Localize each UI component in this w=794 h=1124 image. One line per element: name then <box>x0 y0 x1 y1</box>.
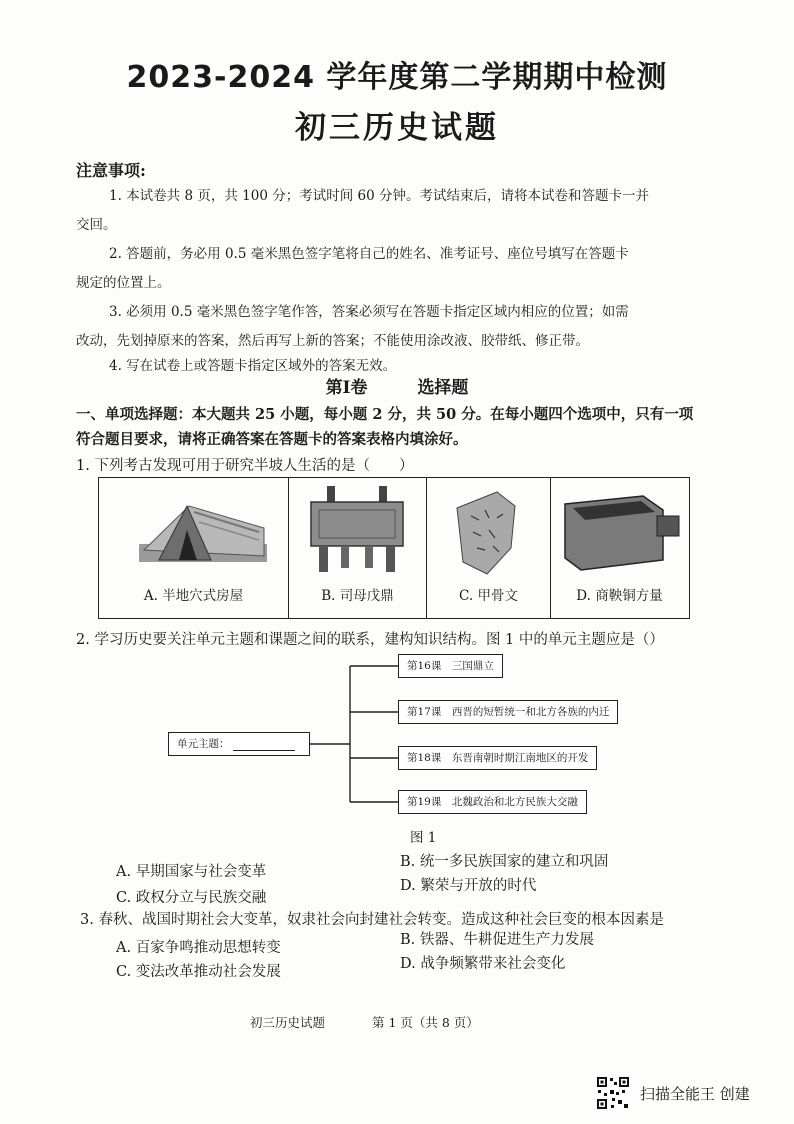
lesson-18-box: 第18课 东晋南朝时期江南地区的开发 <box>398 746 597 770</box>
q2-option-c: C. 政权分立与民族交融 <box>116 890 267 906</box>
q1-option-c: C. 甲骨文 <box>459 588 518 604</box>
q1-option-d: D. 商鞅铜方量 <box>576 588 663 604</box>
q1-option-a-cell <box>99 478 289 618</box>
q1-option-b: B. 司母戊鼎 <box>321 588 394 604</box>
q2-option-a: A. 早期国家与社会变革 <box>116 864 267 880</box>
q2-option-d: D. 繁荣与开放的时代 <box>400 878 537 894</box>
q1-option-d-cell <box>551 478 688 618</box>
notice-item-3: 3. 必须用 0.5 毫米黑色签字笔作答，答案必须写在答题卡指定区域内相应的位置；如需 改动，先划掉原来的答案，然后再写上新的答案；不能使用涂改液、胶带纸、修正带。 <box>76 304 629 349</box>
unit-theme-box <box>168 732 310 756</box>
section-part: 第Ⅰ卷 <box>325 378 368 398</box>
notice-item-1: 1. 本试卷共 8 页，共 100 分；考试时间 60 分钟。考试结束后，请将本试卷和答题卡一并 交回。 <box>76 188 649 233</box>
section-name: 选择题 <box>417 378 469 398</box>
page-number: 第 1 页（共 8 页） <box>372 1015 479 1030</box>
exam-title: 2023-2024 学年度第二学期期中检测 <box>126 60 668 95</box>
q1-stem: 1. 下列考古发现可用于研究半坡人生活的是（ ） <box>76 458 414 474</box>
q2-option-b: B. 统一多民族国家的建立和巩固 <box>400 854 609 870</box>
section-heading <box>0 373 794 398</box>
q2-stem: 2. 学习历史要关注单元主题和课题之间的联系，建构知识结构。图 1 中的单元主题应是（） <box>76 632 664 648</box>
footer-title: 初三历史试题 <box>250 1015 326 1030</box>
lesson-16-box: 第16课 三国鼎立 <box>398 654 503 678</box>
unit-theme-blank <box>233 738 295 751</box>
q3-option-b: B. 铁器、牛耕促进生产力发展 <box>400 932 594 948</box>
q3-option-d: D. 战争频繁带来社会变化 <box>400 956 566 972</box>
q1-option-a: A. 半地穴式房屋 <box>143 588 244 604</box>
notice-heading: 注意事项: <box>76 161 146 180</box>
instruction: 一、单项选择题：本大题共 25 小题，每小题 2 分，共 50 分。在每小题四个选项中，只有一项 符合题目要求，请将正确答案在答题卡的答案表格内填涂好。 <box>76 406 694 448</box>
lesson-17-box: 第17课 西晋的短暂统一和北方各族的内迁 <box>398 700 618 724</box>
q1-image-table <box>98 477 690 619</box>
q2-diagram <box>160 650 700 820</box>
q3-option-c: C. 变法改革推动社会发展 <box>116 964 281 980</box>
unit-theme-label: 单元主题： <box>177 738 230 750</box>
q1-option-b-cell <box>289 478 427 618</box>
q3-option-a: A. 百家争鸣推动思想转变 <box>116 940 281 956</box>
lesson-19-box: 第19课 北魏政治和北方民族大交融 <box>398 790 587 814</box>
scanner-watermark <box>596 1076 750 1110</box>
qr-code-icon <box>596 1076 630 1110</box>
bronze-measure-image <box>551 478 688 578</box>
q3-stem: 3. 春秋、战国时期社会大变革，奴隶社会向封建社会转变。造成这种社会巨变的根本因素是 <box>80 912 664 928</box>
notice-item-4: 4. 写在试卷上或答题卡指定区域外的答案无效。 <box>109 358 397 374</box>
exam-subtitle: 初三历史试题 <box>295 110 499 146</box>
figure-caption: 图 1 <box>410 830 437 846</box>
watermark-text: 扫描全能王 创建 <box>640 1084 750 1103</box>
oracle-bone-image <box>427 478 551 578</box>
pit-house-image <box>99 478 289 578</box>
ding-cauldron-image <box>289 478 427 578</box>
notice-item-2: 2. 答题前，务必用 0.5 毫米黑色签字笔将自己的姓名、准考证号、座位号填写在答题卡 规定的位置上。 <box>76 246 629 291</box>
q1-option-c-cell <box>427 478 551 618</box>
